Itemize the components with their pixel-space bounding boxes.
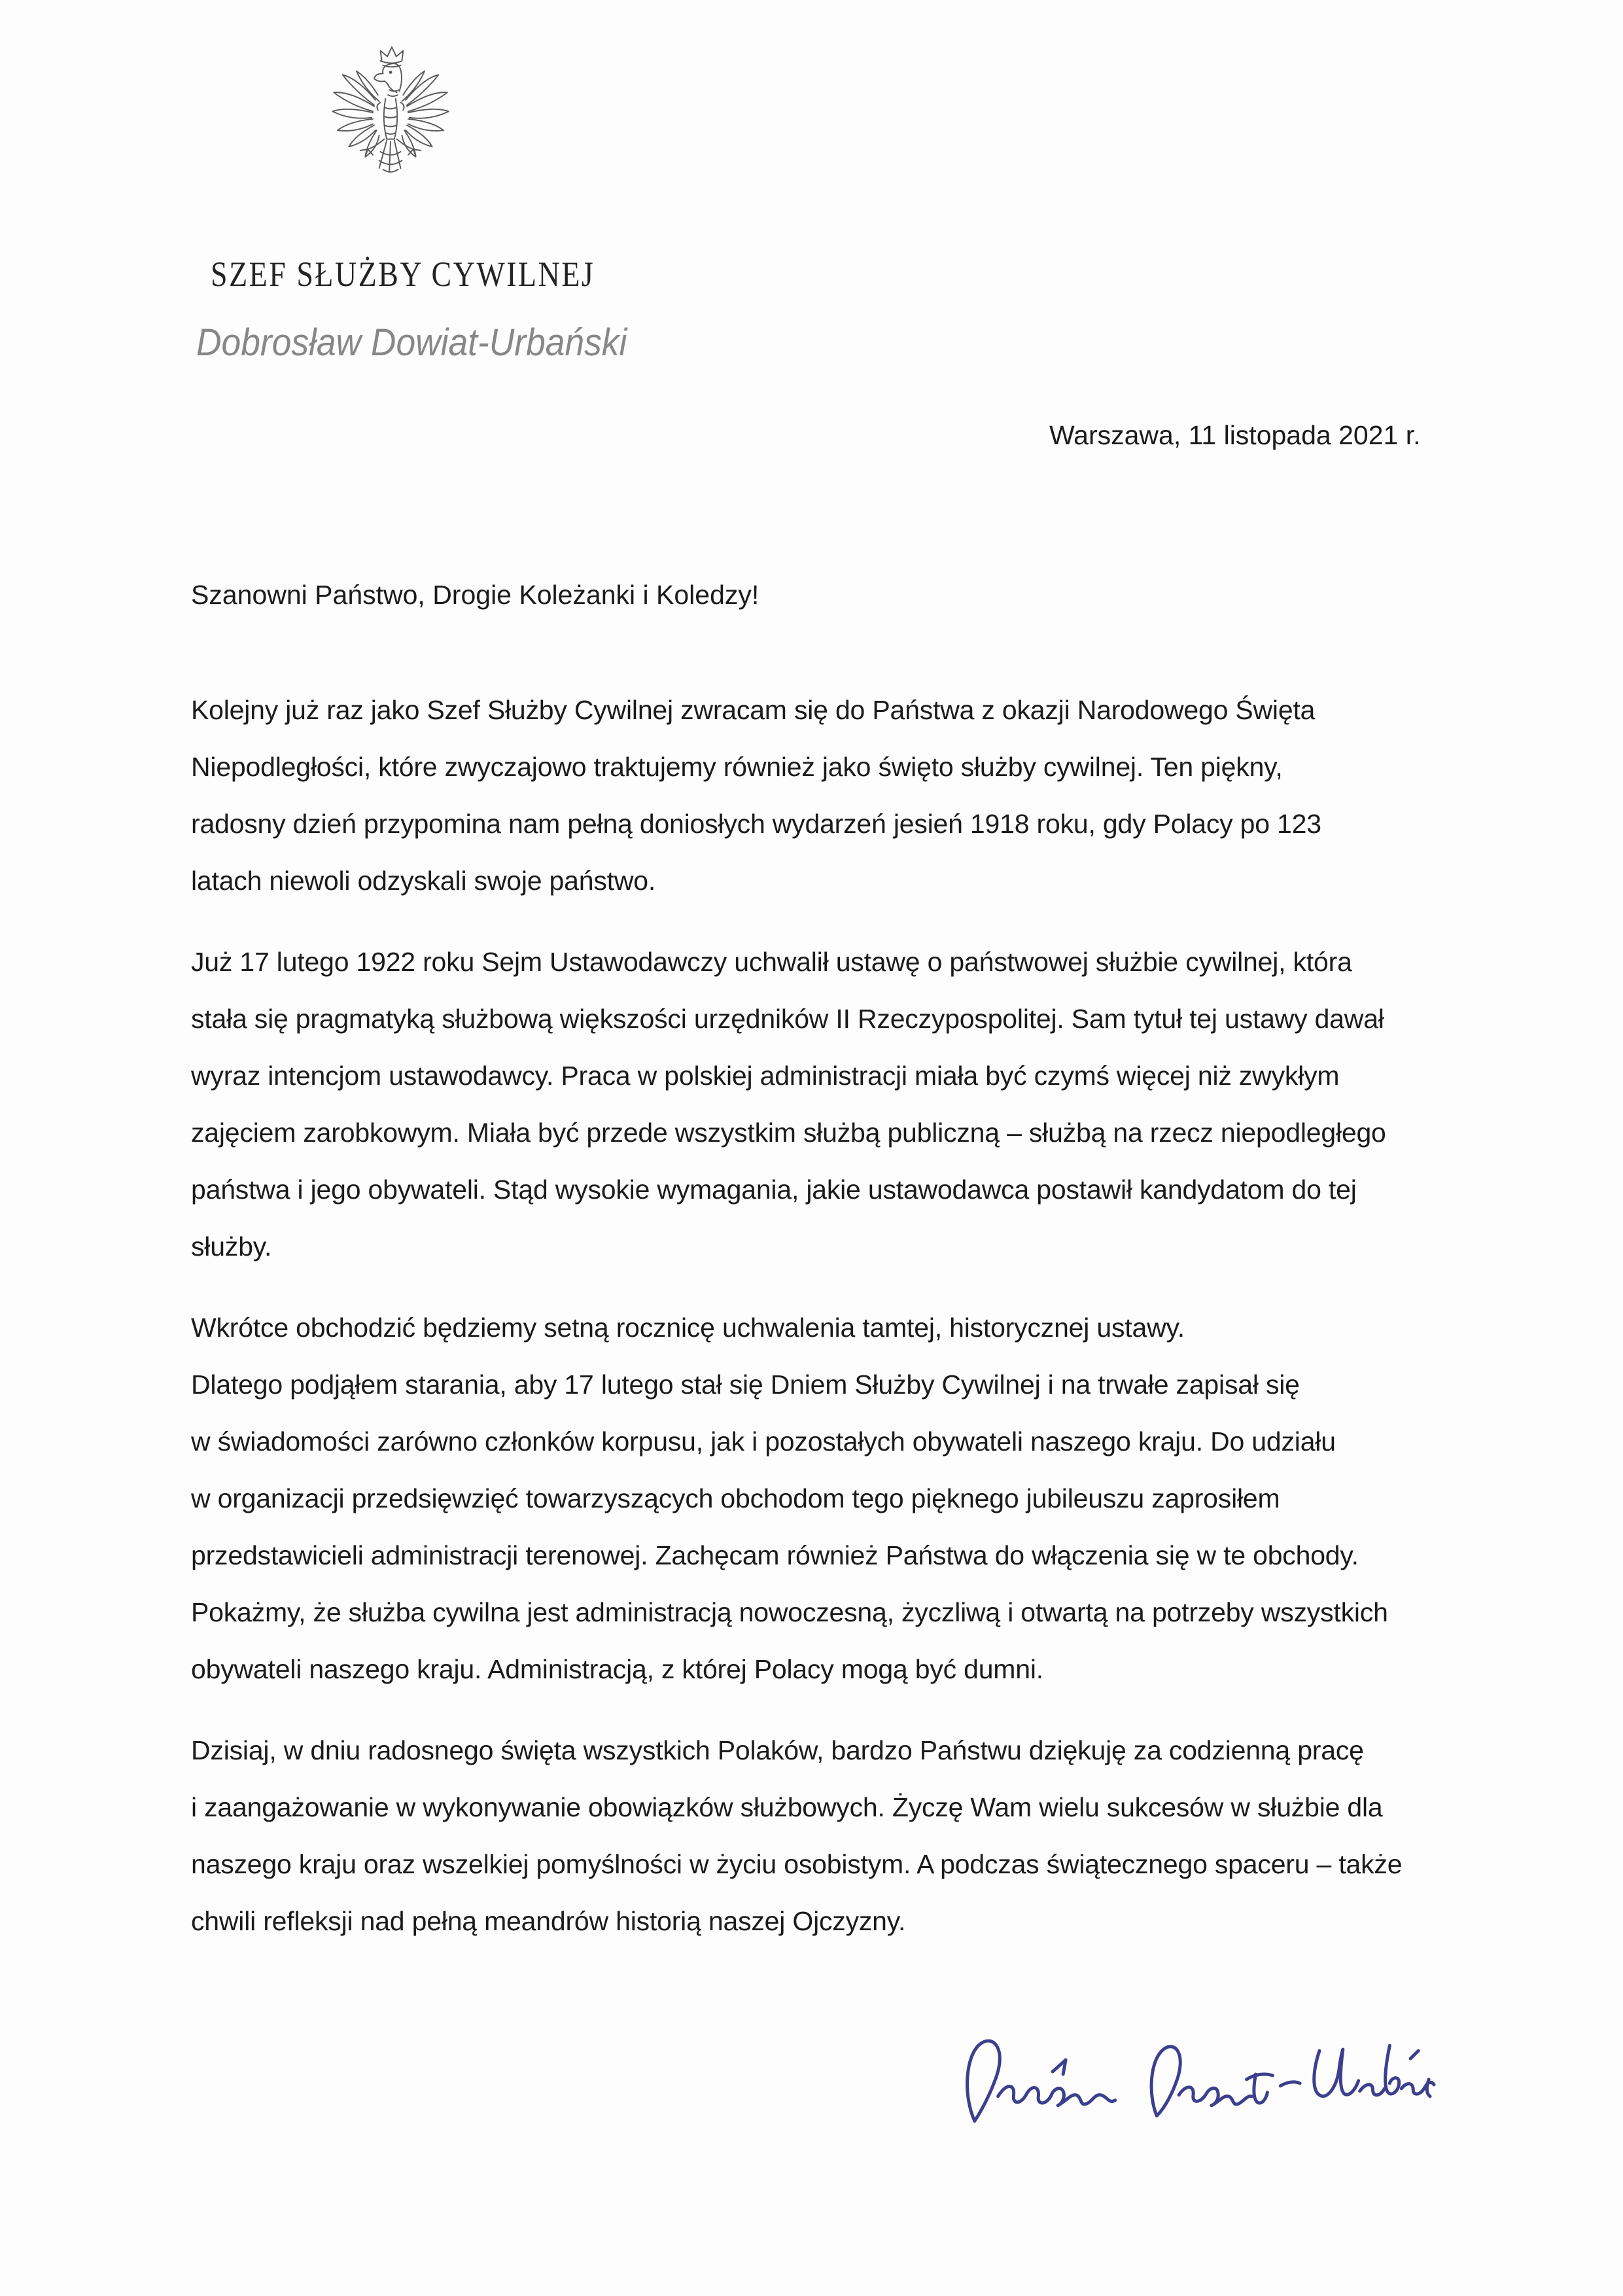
office-title: SZEF SŁUŻBY CYWILNEJ bbox=[211, 255, 595, 294]
handwritten-signature-image bbox=[955, 2017, 1437, 2137]
body-line: chwili refleksji nad pełną meandrów historią naszej Ojczyzny. bbox=[191, 1906, 906, 1936]
body-line: w organizacji przedsięwzięć towarzyszących obchodom tego pięknego jubileuszu zaprosiłem bbox=[191, 1483, 1280, 1513]
body-line: Niepodległości, które zwyczajowo traktujemy również jako święto służby cywilnej. Ten piękny, bbox=[191, 752, 1283, 782]
body-paragraph bbox=[191, 682, 1447, 910]
body-paragraph bbox=[191, 1722, 1447, 1950]
body-line: służby. bbox=[191, 1231, 272, 1262]
dateline: Warszawa, 11 listopada 2021 r. bbox=[1049, 420, 1421, 450]
body-line: Kolejny już raz jako Szef Służby Cywilnej zwracam się do Państwa z okazji Narodowego Święta bbox=[191, 695, 1316, 725]
body-line: w świadomości zarówno członków korpusu, jak i pozostałych obywateli naszego kraju. Do udziału bbox=[191, 1426, 1336, 1457]
body-line: wyraz intencjom ustawodawcy. Praca w polskiej administracji miała być czymś więcej niż zwykłym bbox=[191, 1061, 1340, 1091]
body-line: Już 17 lutego 1922 roku Sejm Ustawodawczy uchwalił ustawę o państwowej służbie cywilnej, która bbox=[191, 947, 1352, 977]
body-line: Dlatego podjąłem starania, aby 17 lutego stał się Dniem Służby Cywilnej i na trwałe zapisał się bbox=[191, 1369, 1300, 1400]
body-paragraph bbox=[191, 934, 1447, 1275]
body-line: Pokażmy, że służba cywilna jest administracją nowoczesną, życzliwą i otwartą na potrzeby wszystkich bbox=[191, 1597, 1388, 1627]
body-line: stała się pragmatyką służbową większości urzędników II Rzeczypospolitej. Sam tytuł tej ustawy dawał bbox=[191, 1004, 1384, 1034]
body-line: radosny dzień przypomina nam pełną doniosłych wydarzeń jesień 1918 roku, gdy Polacy po 123 bbox=[191, 809, 1321, 839]
body-line: obywateli naszego kraju. Administracją, z której Polacy mogą być dumni. bbox=[191, 1654, 1043, 1684]
body-paragraph bbox=[191, 1299, 1447, 1698]
body-line: zajęciem zarobkowym. Miała być przede wszystkim służbą publiczną – służbą na rzecz niepodległego bbox=[191, 1118, 1386, 1148]
body-line: Wkrótce obchodzić będziemy setną rocznicę uchwalenia tamtej, historycznej ustawy. bbox=[191, 1313, 1185, 1343]
body-line: i zaangażowanie w wykonywanie obowiązków służbowych. Życzę Wam wielu sukcesów w służbie dla bbox=[191, 1792, 1383, 1822]
salutation: Szanowni Państwo, Drogie Koleżanki i Koledzy! bbox=[191, 580, 759, 610]
body-line: latach niewoli odzyskali swoje państwo. bbox=[191, 866, 656, 896]
letter-body bbox=[191, 682, 1447, 1974]
polish-eagle-emblem-icon bbox=[327, 44, 454, 186]
body-line: państwa i jego obywateli. Stąd wysokie wymagania, jakie ustawodawca postawił kandydatom do tej bbox=[191, 1174, 1357, 1205]
body-line: naszego kraju oraz wszelkiej pomyślności w życiu osobistym. A podczas świątecznego spaceru – także bbox=[191, 1849, 1403, 1879]
body-line: przedstawicieli administracji terenowej. Zachęcam również Państwa do włączenia się w te obchody. bbox=[191, 1540, 1359, 1570]
officeholder-name: Dobrosław Dowiat-Urbański bbox=[196, 321, 627, 364]
signature-ink bbox=[968, 2041, 1434, 2121]
body-line: Dzisiaj, w dniu radosnego święta wszystkich Polaków, bardzo Państwu dziękuję za codzienną pracę bbox=[191, 1735, 1364, 1765]
